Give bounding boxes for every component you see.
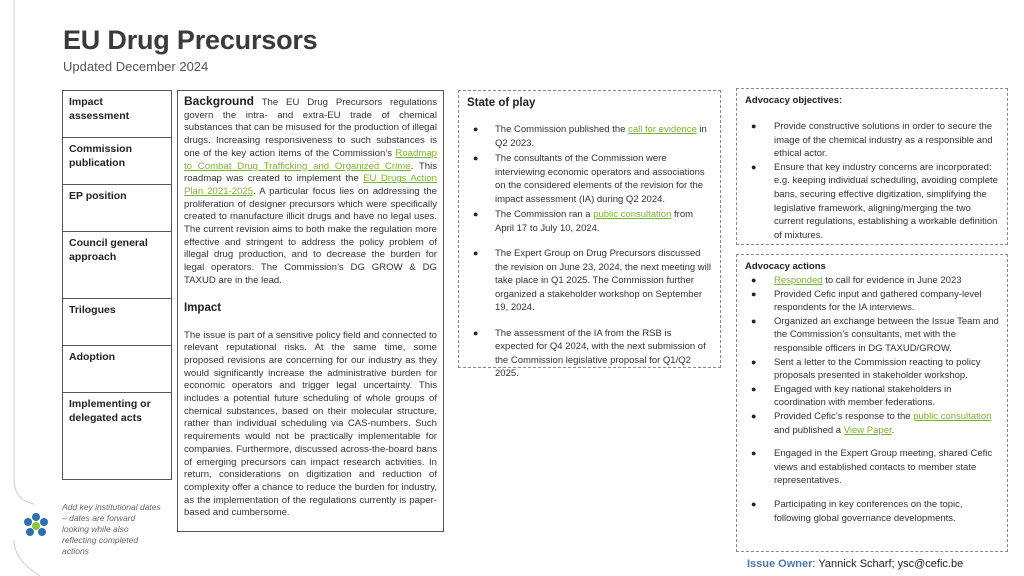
bullet-icon: ● [751,383,757,394]
page-subtitle: Updated December 2024 [63,59,209,74]
background-text-1: The EU Drug Precursors regulations govern the intra- and extra-EU trade of chemical substances that can be misused for the production of illegal drugs. Increasing responsiveness to such substances is one of the key action items of the Commission’s [184,97,437,159]
bullet-icon: ● [751,448,757,459]
legislative-timeline [62,90,172,480]
list-item: ● Provided Cefic input and gathered company-level respondents for the IA interviews. [751,288,982,314]
timeline-trilogues: Trilogues [63,299,171,346]
bullet-icon: ● [751,356,757,367]
list-item: ● Engaged in the Expert Group meeting, shared Cefic views and established contacts to member state representatives. [751,448,993,487]
bullet-icon: ● [473,124,479,134]
public-consultation-link[interactable]: public consultation [593,209,672,220]
page-title: EU Drug Precursors [63,25,318,55]
list-item: ● Responded to call for evidence in June 2023 [751,275,962,286]
issue-owner-label: Issue Owner [747,558,813,570]
list-item: ● The Expert Group on Drug Precursors discussed the revision on June 23, 2024, the next meeting will take place in Q1 2025. The Commission further organized a stakeholder workshop on September 19, 2024. [473,248,711,313]
advocacy-actions-panel [736,254,1008,552]
timeline-note: Add key institutional dates – dates are forward looking while also reflecting completed actions [62,502,161,556]
background-text-3: . A particular focus lies on addressing the proliferation of designer precursors which were specifically created to manufacture illicit drugs and have no legal uses. The current revision aims to both make the regulation more effective and stringent to address the policy problem of illegal drug production, and to decrease the burden for legal operators. The Commission’s DG GROW & DG TAXUD are in the lead. [184,185,437,286]
state-of-play-heading: State of play [467,97,536,109]
list-item: ● Sent a letter to the Commission reacting to policy proposals presented in stakeholder workshop. [751,356,981,382]
bullet-icon: ● [473,248,479,258]
list-item: ● Provide constructive solutions in order to secure the image of the chemical industry as a responsible and ethical actor. [751,121,993,160]
list-item: ● Engaged with key national stakeholders in coordination with member federations. [751,383,952,409]
list-item: ● Organized an exchange between the Issue Team and the Commission’s consultants, met with the responsible officers in DG TAXUD/GROW. [751,315,999,354]
list-item: ● The Commission published the call for evidence in Q2 2023. [473,124,707,149]
advocacy-objectives-panel [736,88,1008,245]
bullet-icon: ● [473,153,479,163]
bullet-icon: ● [751,410,757,421]
timeline-commission-publication: Commission publication [63,138,171,185]
cefic-logo-icon [22,512,50,540]
background-panel [177,90,444,532]
bullet-icon: ● [751,275,757,285]
list-item: ● Participating in key conferences on the topic, following global governance developments. [751,498,963,524]
roadmap-link[interactable]: Roadmap to Combat Drug Trafficking and Organized Crime [184,147,437,172]
bullet-icon: ● [473,209,479,219]
issue-owner [747,558,963,570]
view-paper-link[interactable]: View Paper [843,424,892,436]
timeline-adoption: Adoption [63,346,171,393]
bullet-icon: ● [751,498,757,509]
issue-owner-value: : Yannick Scharf; ysc@cefic.be [812,558,964,570]
background-heading: Background [184,94,255,108]
timeline-ep-position: EP position [63,185,171,232]
list-item: ● The assessment of the IA from the RSB is expected for Q4 2024, with the next submission of the Commission legislative proposal for Q1/Q2 2025. [473,327,706,379]
bullet-icon: ● [751,315,757,326]
list-item: ● The Commission ran a public consultation from April 17 to July 10, 2024. [473,209,694,234]
public-consultation-response-link[interactable]: public consultation [913,410,992,422]
background-text-2: . This roadmap was created to implement the [184,160,437,185]
state-of-play-panel [458,90,721,379]
list-item: ● Ensure that key industry concerns are incorporated: e.g. keeping individual scheduling, avoiding complete bans, securing effective digitization, simplifying the legislative framework, aligning/merging the two current regulations, establishing a workable definition of mixtures. [751,161,998,241]
bullet-icon: ● [473,327,479,338]
bullet-icon: ● [751,288,757,299]
responded-link[interactable]: Responded [774,275,823,286]
timeline-council-general-approach: Council general approach [63,232,171,299]
advocacy-actions-heading: Advocacy actions [745,261,826,272]
timeline-impact-assessment: Impact assessment [63,91,171,138]
bullet-icon: ● [751,121,757,131]
call-for-evidence-link[interactable]: call for evidence [628,124,697,135]
bullet-icon: ● [751,161,757,172]
drugs-action-plan-link[interactable]: EU Drugs Action Plan 2021-2025 [184,173,438,197]
background-text [184,95,437,288]
timeline-implementing-acts: Implementing or delegated acts [69,398,151,424]
list-item: ● Provided Cefic’s response to the public consultation and published a View Paper. [751,410,992,436]
list-item: ● The consultants of the Commission were interviewing economic operators and associations on the considered elements of the revision for the impact assessment (IA) during Q2 2024. [473,153,705,205]
advocacy-objectives-heading: Advocacy objectives: [745,95,843,106]
impact-text: The issue is part of a sensitive policy field and connected to relevant reputational risks. At the same time, some proposed revisions are concerning for our industry as they would significantly increase the administrative burden for economic operators and trigger legal uncertainty. This includes a potential future scheduling of whole groups of chemical substances, based on their molecular structure, rather than individual scheduling via CAS-numbers. Such requirements would not be practically implementable for companies. Furthermore, discussed across-the-board bans of emerging precursors can impact research activities. In return, considerations on digitization and reduction of complexity offer a chance to reduce the burden for industry, as the implementation of the regulations currently is paper-based and cumbersome. [184,329,437,519]
impact-heading: Impact [184,301,222,314]
